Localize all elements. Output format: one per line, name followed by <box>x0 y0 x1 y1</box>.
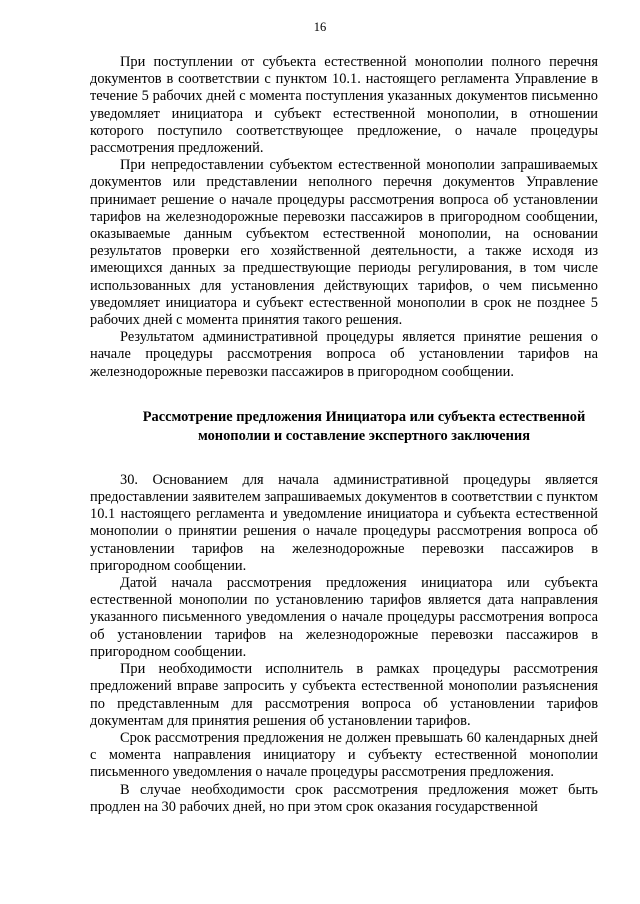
paragraph: Срок рассмотрения предложения не должен превышать 60 календарных дней с момента направления инициатору и субъекту естественной монополии письменного уведомления о начале процедуры рассмотрения предложения. <box>90 729 598 781</box>
paragraph: При поступлении от субъекта естественной монополии полного перечня документов в соответствии с пунктом 10.1. настоящего регламента Управление в течение 5 рабочих дней с момента поступления указанных документов письменно уведомляет инициатора и субъект естественной монополии, в отношении которого поступило соответствующее предложение, о начале процедуры рассмотрения предложений. <box>90 54 598 157</box>
paragraph: При непредоставлении субъектом естественной монополии запрашиваемых документов или представлении неполного перечня документов Управление принимает решение о начале процедуры рассмотрения вопроса об установлении тарифов на железнодорожные перевозки пассажиров в пригородном сообщении, оказываемые данным субъектом естественной монополии, на основании результатов проверки его хозяйственной деятельности, а также исходя из имеющихся данных за предшествующие периоды регулирования, в том числе использованных для установления действующих тарифов, о чем письменно уведомляет инициатора и субъект естественной монополии в срок не позднее 5 рабочих дней с момента принятия такого решения. <box>90 157 598 329</box>
page-number: 16 <box>313 20 327 34</box>
paragraph: При необходимости исполнитель в рамках процедуры рассмотрения предложений вправе запросить у субъекта естественной монополии разъяснения по представленным для рассмотрения вопроса об установлении тарифов документам для принятия решения об установлении тарифов. <box>90 661 598 729</box>
section-heading <box>90 408 598 446</box>
paragraph: В случае необходимости срок рассмотрения предложения может быть продлен на 30 рабочих дней, но при этом срок оказания государственной <box>90 781 598 815</box>
section-heading-line: Рассмотрение предложения Инициатора или субъекта естественной <box>142 408 586 425</box>
paragraph: Датой начала рассмотрения предложения инициатора или субъекта естественной монополии по установлению тарифов является дата направления указанного письменного уведомления о начале процедуры рассмотрения вопроса об установлении тарифов на железнодорожные перевозки пассажиров в пригородном сообщении. <box>90 575 598 660</box>
paragraph: 30. Основанием для начала административной процедуры является предоставлении заявителем запрашиваемых документов в соответствии с пунктом 10.1 настоящего регламента и уведомление инициатора и субъекта естественной монополии о принятии решения о начале процедуры рассмотрения вопроса об установлении тарифов на железнодорожные перевозки пассажиров в пригородном сообщении. <box>90 471 598 574</box>
paragraph: Результатом административной процедуры является принятие решения о начале процедуры рассмотрения вопроса об установлении тарифов на железнодорожные перевозки пассажиров в пригородном сообщении. <box>90 329 598 380</box>
document-body <box>90 54 598 816</box>
section-heading-line: монополии и составление экспертного заключения <box>198 427 530 444</box>
